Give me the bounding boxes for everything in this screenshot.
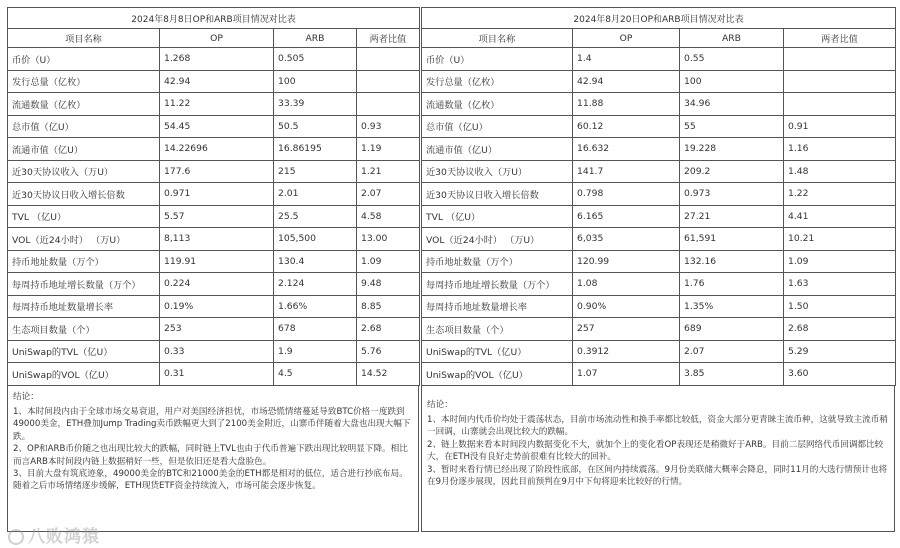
right-metric-name: UniSwap的VOL（亿U） xyxy=(422,363,573,386)
right-table-title: 2024年8月20日OP和ARB项目情况对比表 xyxy=(422,8,896,29)
right-conclusion-point: 3、暂时来看行情已经出现了阶段性底部，在区间内持续震荡。9月份美联储大概率会降息，同时11月的大选行情预计也将在9月份逐步展现，因此目前预判在9月中下旬将迎来比较好的行情。 xyxy=(427,464,888,487)
left-arb-value: 1.9 xyxy=(274,340,357,363)
left-arb-value: 16.86195 xyxy=(274,138,357,161)
left-arb-value: 50.5 xyxy=(274,115,357,138)
left-arb-value: 100 xyxy=(274,70,357,93)
right-op-value: 11.88 xyxy=(573,93,680,116)
right-ratio-value: 3.60 xyxy=(784,363,896,386)
left-op-value: 119.91 xyxy=(160,250,274,273)
left-ratio-value: 2.07 xyxy=(357,183,420,206)
left-header-op: OP xyxy=(160,29,274,48)
left-ratio-value xyxy=(357,48,420,71)
right-metric-name: UniSwap的TVL（亿U） xyxy=(422,340,573,363)
right-table-row xyxy=(422,340,896,363)
left-op-value: 0.19% xyxy=(160,295,274,318)
right-conclusion-label: 结论： xyxy=(427,399,453,410)
left-op-value: 0.31 xyxy=(160,363,274,386)
right-ratio-value xyxy=(784,70,896,93)
right-arb-value: 3.85 xyxy=(680,363,784,386)
right-conclusion xyxy=(421,386,895,532)
left-table-row xyxy=(8,48,420,71)
right-arb-value: 0.973 xyxy=(680,183,784,206)
right-conclusion-point: 1、本时间内代币价均处于震荡状态，目前市场流动性和换手率都比较低，资金大部分更青睐主流币种，这就导致主流币稍一回调，山寨就会出现比较大的跌幅。 xyxy=(427,414,888,438)
right-ratio-value: 1.50 xyxy=(784,295,896,318)
right-header-ratio: 两者比值 xyxy=(784,29,896,48)
right-ratio-value: 1.09 xyxy=(784,250,896,273)
right-op-value: 1.08 xyxy=(573,273,680,296)
right-op-value: 1.4 xyxy=(573,48,680,71)
left-op-value: 11.22 xyxy=(160,93,274,116)
left-arb-value: 130.4 xyxy=(274,250,357,273)
left-arb-value: 215 xyxy=(274,160,357,183)
right-comparison-panel xyxy=(421,7,895,532)
right-conclusion-point: 2、链上数据来看本时间段内数据变化不大，就加个上的变化看OP表现还是稍微好于ARB。目前二层网络代币回调都比较大，在ETH没有良好走势前很难有比较大的回补。 xyxy=(427,439,884,463)
right-arb-value: 1.35% xyxy=(680,295,784,318)
right-ratio-value: 1.48 xyxy=(784,160,896,183)
left-metric-name: 每周持币地址数量增长率 xyxy=(8,295,160,318)
left-metric-name: 每周持币地址增长数量（万个） xyxy=(8,273,160,296)
right-table-row xyxy=(422,115,896,138)
right-header-arb: ARB xyxy=(680,29,784,48)
left-header-name: 项目名称 xyxy=(8,29,160,48)
left-op-value: 253 xyxy=(160,318,274,341)
right-header-name: 项目名称 xyxy=(422,29,573,48)
left-op-value: 1.268 xyxy=(160,48,274,71)
left-table-row xyxy=(8,228,420,251)
left-metric-name: TVL （亿U） xyxy=(8,205,160,228)
right-metric-name: 每周持币地址增长数量（万个） xyxy=(422,273,573,296)
right-metric-name: 近30天协议收入（万U） xyxy=(422,160,573,183)
right-metric-name: 流通数量（亿枚） xyxy=(422,93,573,116)
left-metric-name: 持币地址数量（万个） xyxy=(8,250,160,273)
right-table-row xyxy=(422,250,896,273)
right-arb-value: 689 xyxy=(680,318,784,341)
left-op-value: 8,113 xyxy=(160,228,274,251)
right-table-row xyxy=(422,363,896,386)
right-table-row xyxy=(422,48,896,71)
left-conclusion-point: 1、本时间段内由于全球市场交易衰退，用户对美国经济担忧，市场恐慌情绪蔓延导致BTC价格一度跌到49000美金，ETH叠加Jump Trading卖币跌幅更大到了2100美金附近，山寨币伴随着大盘也出现大幅下跌。 xyxy=(13,406,411,442)
right-metric-name: 币价（U） xyxy=(422,48,573,71)
left-arb-value: 25.5 xyxy=(274,205,357,228)
left-ratio-value: 1.19 xyxy=(357,138,420,161)
right-arb-value: 19.228 xyxy=(680,138,784,161)
left-op-value: 42.94 xyxy=(160,70,274,93)
left-comparison-panel xyxy=(7,7,419,532)
left-op-value: 5.57 xyxy=(160,205,274,228)
right-arb-value: 55 xyxy=(680,115,784,138)
right-table-row xyxy=(422,295,896,318)
left-ratio-value: 5.76 xyxy=(357,340,420,363)
right-op-value: 60.12 xyxy=(573,115,680,138)
left-table-title: 2024年8月8日OP和ARB项目情况对比表 xyxy=(8,8,420,29)
left-ratio-value xyxy=(357,93,420,116)
left-comparison-table xyxy=(7,7,420,386)
left-table-row xyxy=(8,273,420,296)
right-table-row xyxy=(422,160,896,183)
right-ratio-value: 5.29 xyxy=(784,340,896,363)
left-ratio-value: 14.52 xyxy=(357,363,420,386)
left-op-value: 0.224 xyxy=(160,273,274,296)
left-ratio-value: 1.21 xyxy=(357,160,420,183)
left-conclusion-label: 结论： xyxy=(13,391,39,402)
right-op-value: 42.94 xyxy=(573,70,680,93)
left-metric-name: VOL（近24小时） （万U） xyxy=(8,228,160,251)
left-table-row xyxy=(8,318,420,341)
right-op-value: 0.3912 xyxy=(573,340,680,363)
left-op-value: 0.33 xyxy=(160,340,274,363)
right-table-row xyxy=(422,318,896,341)
left-arb-value: 2.124 xyxy=(274,273,357,296)
right-op-value: 0.90% xyxy=(573,295,680,318)
left-ratio-value: 1.09 xyxy=(357,250,420,273)
right-metric-name: VOL（近24小时） （万U） xyxy=(422,228,573,251)
right-metric-name: 发行总量（亿枚） xyxy=(422,70,573,93)
right-ratio-value: 10.21 xyxy=(784,228,896,251)
right-ratio-value: 2.68 xyxy=(784,318,896,341)
left-ratio-value: 4.58 xyxy=(357,205,420,228)
right-op-value: 257 xyxy=(573,318,680,341)
right-op-value: 0.798 xyxy=(573,183,680,206)
left-metric-name: 流通市值（亿U） xyxy=(8,138,160,161)
right-ratio-value xyxy=(784,93,896,116)
left-ratio-value: 0.93 xyxy=(357,115,420,138)
left-arb-value: 678 xyxy=(274,318,357,341)
right-metric-name: 近30天协议日收入增长倍数 xyxy=(422,183,573,206)
right-ratio-value: 1.22 xyxy=(784,183,896,206)
left-table-row xyxy=(8,340,420,363)
right-ratio-value: 1.16 xyxy=(784,138,896,161)
left-metric-name: 近30天协议日收入增长倍数 xyxy=(8,183,160,206)
right-op-value: 1.07 xyxy=(573,363,680,386)
left-arb-value: 0.505 xyxy=(274,48,357,71)
left-ratio-value: 8.85 xyxy=(357,295,420,318)
left-header-arb: ARB xyxy=(274,29,357,48)
right-metric-name: 每周持币地址数量增长率 xyxy=(422,295,573,318)
left-op-value: 14.22696 xyxy=(160,138,274,161)
right-arb-value: 209.2 xyxy=(680,160,784,183)
left-table-row xyxy=(8,295,420,318)
right-table-row xyxy=(422,70,896,93)
right-arb-value: 132.16 xyxy=(680,250,784,273)
left-metric-name: UniSwap的VOL（亿U） xyxy=(8,363,160,386)
left-table-row xyxy=(8,250,420,273)
left-op-value: 54.45 xyxy=(160,115,274,138)
left-ratio-value: 13.00 xyxy=(357,228,420,251)
left-table-row xyxy=(8,138,420,161)
right-metric-name: 流通市值（亿U） xyxy=(422,138,573,161)
right-metric-name: 持币地址数量（万个） xyxy=(422,250,573,273)
left-table-row xyxy=(8,363,420,386)
left-ratio-value: 9.48 xyxy=(357,273,420,296)
left-conclusion-point: 3、目前大盘有筑底迹象，49000美金的BTC和21000美金的ETH都是相对的低位，适合进行抄底布局。随着之后市场情绪逐步缓解，ETH现货ETF资金持续流入，市场可能会逐步恢复。 xyxy=(13,468,408,492)
left-table-row xyxy=(8,183,420,206)
left-op-value: 0.971 xyxy=(160,183,274,206)
left-metric-name: 币价（U） xyxy=(8,48,160,71)
right-table-row xyxy=(422,273,896,296)
right-arb-value: 1.76 xyxy=(680,273,784,296)
left-arb-value: 33.39 xyxy=(274,93,357,116)
right-op-value: 120.99 xyxy=(573,250,680,273)
right-op-value: 6,035 xyxy=(573,228,680,251)
left-table-row xyxy=(8,70,420,93)
right-table-row xyxy=(422,93,896,116)
right-op-value: 141.7 xyxy=(573,160,680,183)
watermark-logo-icon xyxy=(8,529,24,545)
right-ratio-value: 4.41 xyxy=(784,205,896,228)
watermark-text: 八败鸿猿 xyxy=(28,527,100,547)
left-op-value: 177.6 xyxy=(160,160,274,183)
left-metric-name: 生态项目数量（个） xyxy=(8,318,160,341)
right-header-op: OP xyxy=(573,29,680,48)
left-table-row xyxy=(8,205,420,228)
right-metric-name: TVL （亿U） xyxy=(422,205,573,228)
left-conclusion-point: 2、OP和ARB币价随之也出现比较大的跌幅，同时链上TVL也由于代币普遍下跌出现比较明显下降。相比而言ARB本时间段内链上数据稍好一些，但是依旧还是看大盘脸色。 xyxy=(13,444,408,467)
left-metric-name: 流通数量（亿枚） xyxy=(8,93,160,116)
right-arb-value: 0.55 xyxy=(680,48,784,71)
right-op-value: 6.165 xyxy=(573,205,680,228)
watermark xyxy=(8,522,100,547)
left-table-row xyxy=(8,93,420,116)
right-arb-value: 61,591 xyxy=(680,228,784,251)
right-metric-name: 生态项目数量（个） xyxy=(422,318,573,341)
right-ratio-value xyxy=(784,48,896,71)
left-metric-name: UniSwap的TVL（亿U） xyxy=(8,340,160,363)
right-comparison-table xyxy=(421,7,896,386)
left-metric-name: 近30天协议收入（万U） xyxy=(8,160,160,183)
right-arb-value: 34.96 xyxy=(680,93,784,116)
right-arb-value: 100 xyxy=(680,70,784,93)
right-table-row xyxy=(422,183,896,206)
left-header-ratio: 两者比值 xyxy=(357,29,420,48)
left-ratio-value xyxy=(357,70,420,93)
left-arb-value: 2.01 xyxy=(274,183,357,206)
right-table-row xyxy=(422,228,896,251)
left-metric-name: 发行总量（亿枚） xyxy=(8,70,160,93)
right-table-row xyxy=(422,138,896,161)
left-metric-name: 总市值（亿U） xyxy=(8,115,160,138)
right-op-value: 16.632 xyxy=(573,138,680,161)
right-table-row xyxy=(422,205,896,228)
left-arb-value: 1.66% xyxy=(274,295,357,318)
right-arb-value: 2.07 xyxy=(680,340,784,363)
right-arb-value: 27.21 xyxy=(680,205,784,228)
right-ratio-value: 0.91 xyxy=(784,115,896,138)
right-ratio-value: 1.63 xyxy=(784,273,896,296)
right-metric-name: 总市值（亿U） xyxy=(422,115,573,138)
left-arb-value: 4.5 xyxy=(274,363,357,386)
left-conclusion xyxy=(7,386,419,532)
left-table-row xyxy=(8,160,420,183)
left-ratio-value: 2.68 xyxy=(357,318,420,341)
left-table-row xyxy=(8,115,420,138)
left-arb-value: 105,500 xyxy=(274,228,357,251)
